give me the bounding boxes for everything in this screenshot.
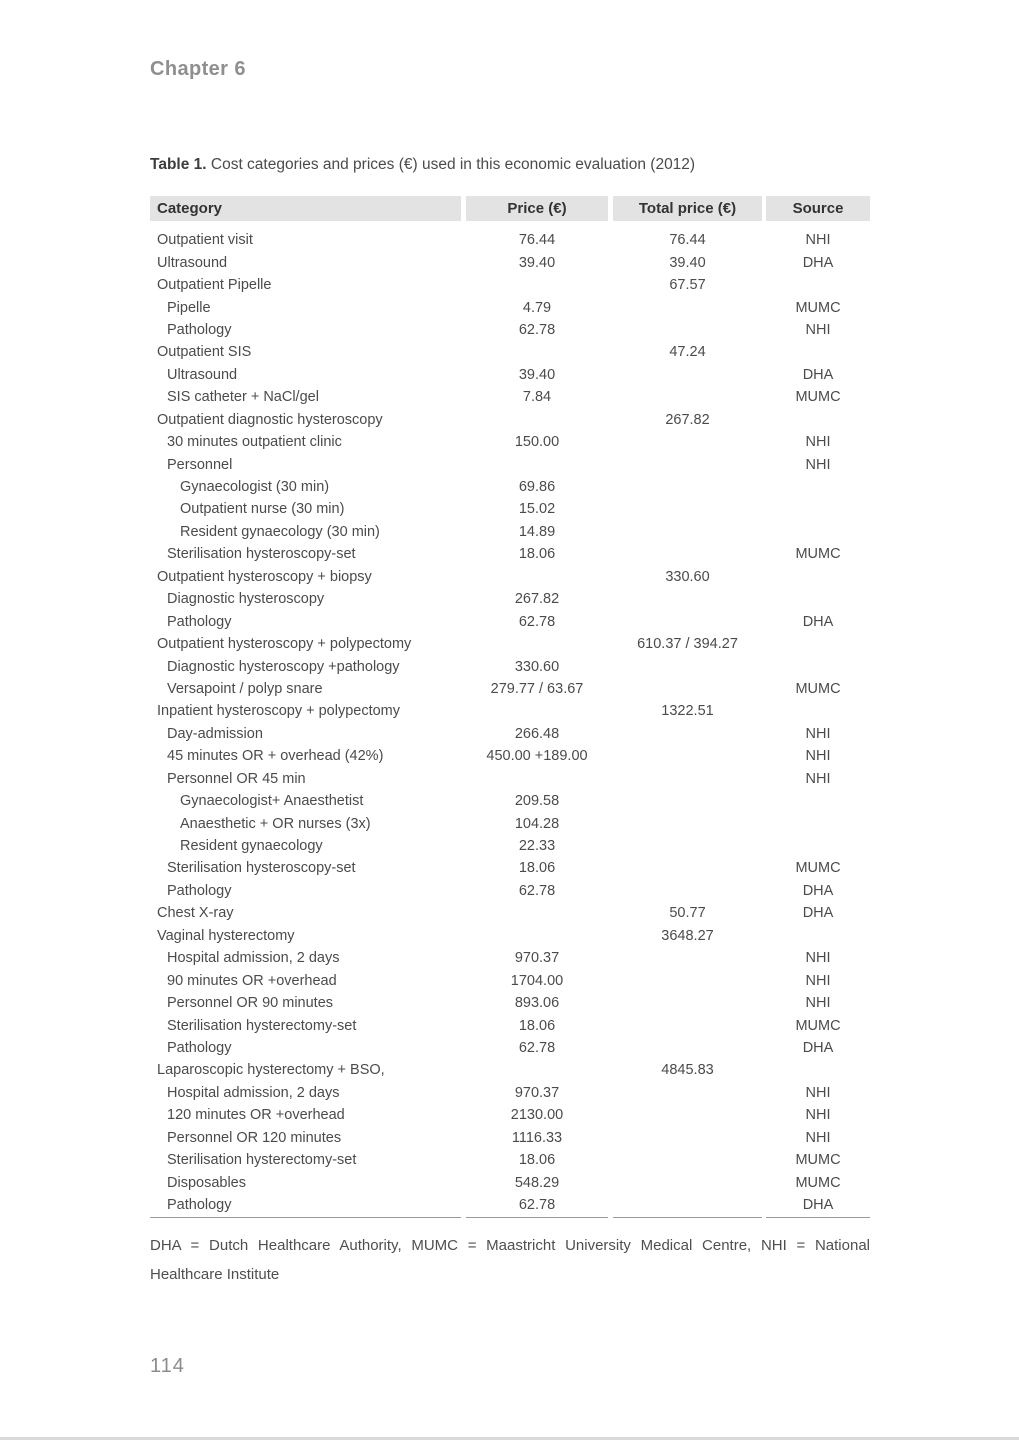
category-cell: Outpatient hysteroscopy + biopsy [157, 568, 372, 585]
source-cell: DHA [802, 254, 834, 271]
table-row [150, 521, 870, 543]
source-cell: DHA [802, 1039, 834, 1056]
category-cell: Resident gynaecology (30 min) [180, 523, 380, 540]
category-cell: Pathology [167, 1039, 232, 1056]
price-cell: 104.28 [514, 815, 560, 832]
table-title-label: Table 1. [150, 156, 207, 173]
category-cell: 30 minutes outpatient clinic [167, 434, 342, 451]
source-cell: DHA [802, 1197, 834, 1214]
category-cell: Ultrasound [157, 254, 228, 271]
price-cell: 62.78 [518, 882, 556, 899]
table-title [150, 156, 695, 174]
price-cell: 970.37 [514, 1084, 560, 1101]
price-cell: 18.06 [518, 860, 556, 877]
table-row [150, 1059, 870, 1081]
category-cell: Pathology [167, 882, 232, 899]
source-cell: NHI [805, 995, 831, 1012]
total-cell: 39.40 [669, 254, 706, 271]
category-cell: Personnel OR 90 minutes [167, 995, 334, 1012]
rule-segment [766, 1217, 870, 1218]
total-cell: 50.77 [669, 905, 706, 922]
table-row [150, 319, 870, 341]
category-cell: Personnel OR 120 minutes [167, 1129, 342, 1146]
source-cell: NHI [805, 950, 831, 967]
table-row [150, 386, 870, 408]
category-cell: Outpatient nurse (30 min) [180, 501, 345, 518]
table-row [150, 1104, 870, 1126]
category-cell: Laparoscopic hysterectomy + BSO, [157, 1062, 385, 1079]
table-row [150, 341, 870, 363]
table-row [150, 274, 870, 296]
source-cell: NHI [805, 725, 831, 742]
category-cell: Sterilisation hysterectomy-set [167, 1152, 357, 1169]
category-cell: Sterilisation hysteroscopy-set [167, 546, 356, 563]
source-cell: NHI [805, 1129, 831, 1146]
source-cell: NHI [805, 434, 831, 451]
category-cell: Inpatient hysteroscopy + polypectomy [157, 703, 401, 720]
table-row [150, 431, 870, 453]
price-cell: 18.06 [518, 1017, 556, 1034]
table-row [150, 1171, 870, 1193]
total-cell: 1322.51 [661, 703, 714, 720]
category-cell: Diagnostic hysteroscopy [167, 591, 325, 608]
source-cell: MUMC [795, 299, 841, 316]
category-cell: Outpatient SIS [157, 344, 252, 361]
category-cell: Outpatient diagnostic hysteroscopy [157, 411, 383, 428]
price-cell: 970.37 [514, 950, 560, 967]
category-cell: Outpatient Pipelle [157, 277, 272, 294]
category-cell: Versapoint / polyp snare [167, 680, 323, 697]
category-cell: Pipelle [167, 299, 211, 316]
footnote-line-2: Healthcare Institute [150, 1266, 280, 1283]
price-cell: 18.06 [518, 1152, 556, 1169]
category-cell: 45 minutes OR + overhead (42%) [167, 748, 384, 765]
price-cell: 893.06 [514, 995, 560, 1012]
price-cell: 14.89 [518, 523, 556, 540]
table-row [150, 229, 870, 251]
table-title-text: Cost categories and prices (€) used in this economic evaluation (2012) [206, 156, 696, 173]
table-footnote [150, 1231, 870, 1289]
table-row [150, 745, 870, 767]
source-cell: MUMC [795, 1174, 841, 1191]
table-row [150, 498, 870, 520]
table-row [150, 969, 870, 991]
total-cell: 47.24 [669, 344, 706, 361]
category-cell: Outpatient visit [157, 232, 253, 249]
table-row [150, 588, 870, 610]
table-row [150, 902, 870, 924]
category-cell: Outpatient hysteroscopy + polypectomy [157, 636, 412, 653]
total-cell: 76.44 [669, 232, 706, 249]
footnote-line-1: DHA = Dutch Healthcare Authority, MUMC = Maastricht University Medical Centre, NHI = National [150, 1237, 870, 1254]
price-cell: 330.60 [514, 658, 560, 675]
chapter-heading: Chapter 6 [150, 58, 246, 80]
category-cell: Vaginal hysterectomy [157, 927, 295, 944]
table-row [150, 857, 870, 879]
price-cell: 62.78 [518, 321, 556, 338]
source-cell: MUMC [795, 1152, 841, 1169]
category-cell: Sterilisation hysteroscopy-set [167, 860, 356, 877]
source-cell: NHI [805, 748, 831, 765]
table-row [150, 1127, 870, 1149]
price-cell: 548.29 [514, 1174, 560, 1191]
table-body [150, 229, 870, 1216]
table-row [150, 543, 870, 565]
table-row [150, 880, 870, 902]
price-cell: 18.06 [518, 546, 556, 563]
table-row [150, 1149, 870, 1171]
category-cell: Hospital admission, 2 days [167, 950, 340, 967]
table-row [150, 790, 870, 812]
total-cell: 4845.83 [661, 1062, 714, 1079]
category-cell: Gynaecologist+ Anaesthetist [180, 793, 364, 810]
category-cell: Personnel [167, 456, 233, 473]
table-row [150, 633, 870, 655]
table-row [150, 992, 870, 1014]
source-cell: DHA [802, 905, 834, 922]
table-row [150, 409, 870, 431]
total-cell: 267.82 [665, 411, 710, 428]
price-cell: 266.48 [514, 725, 560, 742]
column-header-price: Price (€) [466, 196, 608, 221]
category-cell: Chest X-ray [157, 905, 234, 922]
page-number: 114 [150, 1355, 185, 1377]
category-cell: Ultrasound [167, 366, 238, 383]
source-cell: NHI [805, 456, 831, 473]
table-row [150, 925, 870, 947]
price-cell: 150.00 [514, 434, 560, 451]
price-cell: 279.77 / 63.67 [490, 680, 584, 697]
price-cell: 4.79 [522, 299, 552, 316]
source-cell: NHI [805, 770, 831, 787]
rule-segment [150, 1217, 461, 1218]
table-row [150, 723, 870, 745]
category-cell: 90 minutes OR +overhead [167, 972, 337, 989]
total-cell: 330.60 [665, 568, 710, 585]
cost-table [150, 196, 870, 1218]
source-cell: MUMC [795, 389, 841, 406]
table-row [150, 476, 870, 498]
price-cell: 450.00 +189.00 [486, 748, 588, 765]
price-cell: 1704.00 [510, 972, 564, 989]
category-cell: Diagnostic hysteroscopy +pathology [167, 658, 400, 675]
table-row [150, 1082, 870, 1104]
category-cell: SIS catheter + NaCl/gel [167, 389, 319, 406]
price-cell: 22.33 [518, 838, 556, 855]
source-cell: DHA [802, 366, 834, 383]
category-cell: Day-admission [167, 725, 263, 742]
total-cell: 3648.27 [661, 927, 714, 944]
table-header-row [150, 196, 870, 221]
source-cell: NHI [805, 1107, 831, 1124]
price-cell: 267.82 [514, 591, 560, 608]
source-cell: DHA [802, 882, 834, 899]
category-cell: Gynaecologist (30 min) [180, 479, 330, 496]
source-cell: MUMC [795, 680, 841, 697]
column-header-category: Category [150, 196, 461, 221]
total-cell: 67.57 [669, 277, 706, 294]
category-cell: 120 minutes OR +overhead [167, 1107, 345, 1124]
category-cell: Personnel OR 45 min [167, 770, 306, 787]
column-header-total-price: Total price (€) [613, 196, 762, 221]
source-cell: NHI [805, 321, 831, 338]
price-cell: 62.78 [518, 613, 556, 630]
table-row [150, 678, 870, 700]
source-cell: NHI [805, 232, 831, 249]
price-cell: 69.86 [518, 479, 556, 496]
column-header-source: Source [766, 196, 870, 221]
price-cell: 15.02 [518, 501, 556, 518]
rule-segment [466, 1217, 608, 1218]
source-cell: NHI [805, 972, 831, 989]
table-row [150, 251, 870, 273]
source-cell: MUMC [795, 546, 841, 563]
category-cell: Disposables [167, 1174, 246, 1191]
price-cell: 1116.33 [511, 1129, 563, 1146]
table-row [150, 1014, 870, 1036]
price-cell: 7.84 [522, 389, 552, 406]
category-cell: Pathology [167, 321, 232, 338]
source-cell: NHI [805, 1084, 831, 1101]
table-row [150, 947, 870, 969]
source-cell: DHA [802, 613, 834, 630]
price-cell: 62.78 [518, 1039, 556, 1056]
category-cell: Sterilisation hysterectomy-set [167, 1017, 357, 1034]
rule-segment [613, 1217, 762, 1218]
price-cell: 39.40 [518, 366, 556, 383]
table-row [150, 812, 870, 834]
table-row [150, 835, 870, 857]
price-cell: 209.58 [514, 793, 560, 810]
category-cell: Pathology [167, 613, 232, 630]
total-cell: 610.37 / 394.27 [637, 636, 738, 653]
table-row [150, 566, 870, 588]
table-row [150, 1037, 870, 1059]
table-bottom-rule [150, 1217, 870, 1218]
table-row [150, 655, 870, 677]
category-cell: Resident gynaecology [180, 838, 323, 855]
source-cell: MUMC [795, 860, 841, 877]
price-cell: 2130.00 [510, 1107, 564, 1124]
price-cell: 39.40 [518, 254, 556, 271]
table-row [150, 768, 870, 790]
table-row [150, 364, 870, 386]
price-cell: 62.78 [518, 1197, 556, 1214]
table-row [150, 700, 870, 722]
table-row [150, 453, 870, 475]
category-cell: Pathology [167, 1197, 232, 1214]
table-row [150, 1194, 870, 1216]
source-cell: MUMC [795, 1017, 841, 1034]
category-cell: Hospital admission, 2 days [167, 1084, 340, 1101]
table-row [150, 296, 870, 318]
table-row [150, 610, 870, 632]
category-cell: Anaesthetic + OR nurses (3x) [180, 815, 371, 832]
price-cell: 76.44 [518, 232, 556, 249]
